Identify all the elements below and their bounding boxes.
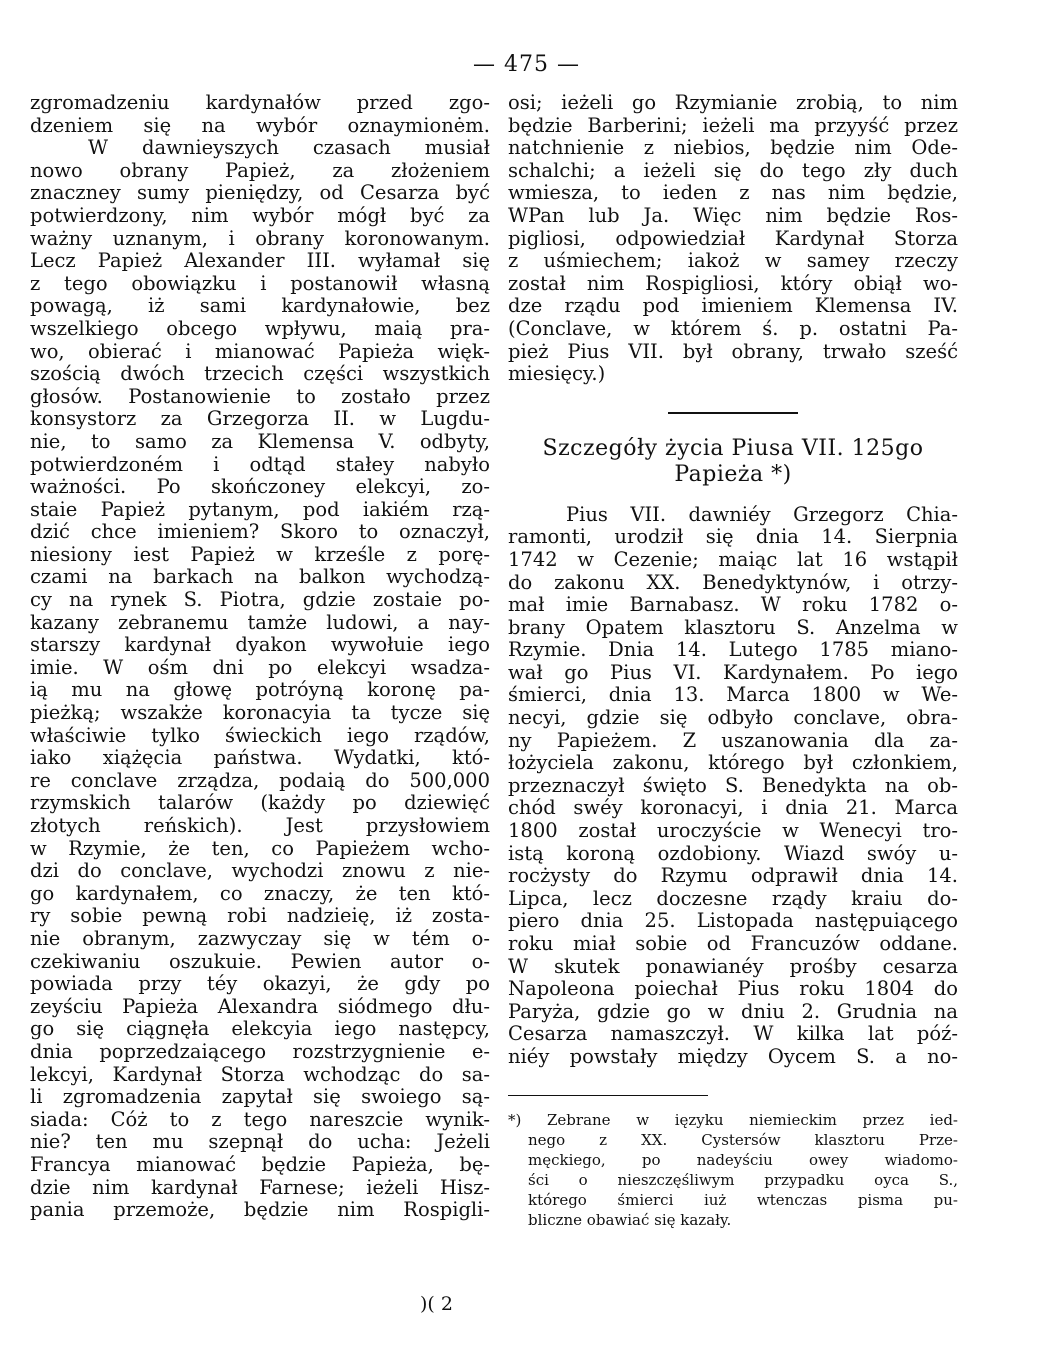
text-line: czekiwaniu oszukuie. Pewien autor o- (30, 950, 490, 973)
text-line: śmierci, dnia 13. Marca 1800 w We- (508, 684, 958, 707)
text-line: został nim Rospigliosi, który obiął wo- (508, 272, 958, 295)
text-line: dze rządu pod imieniem Klemensa IV. (508, 295, 958, 318)
footnote-line: męckiego, po nadeyściu owey wiadomo- (528, 1150, 958, 1169)
right-column-continuation (508, 92, 958, 386)
text-line: mał imie Barnabasz. W roku 1782 o- (508, 594, 958, 617)
text-line: rocżysty do Rzymu odprawił dnia 14. (508, 865, 958, 888)
text-line: wmiesza, to ieden z nas nim będzie, (508, 182, 958, 205)
text-line: Rzymie. Dnia 14. Lutego 1785 miano- (508, 639, 958, 662)
text-line: złotych reńskich). Jest przysłowiem (30, 815, 490, 837)
text-line: chód swéy koronacyi, i dnia 21. Marca (508, 797, 958, 820)
text-line: li zgromadzenia zapytał się swoiego są- (30, 1086, 490, 1109)
text-line: lekcyi, Kardynał Storza wchodząc do sa- (30, 1063, 490, 1086)
text-line: imie. W ośm dni po elekcyi wsadza- (30, 656, 490, 679)
text-line: konsystorz za Grzegorza II. w Lugdu- (30, 408, 490, 431)
text-line: czami na barkach na balkon wychodzą- (30, 566, 490, 589)
text-line: wszelkiego obcego wpływu, maią pra- (30, 317, 490, 340)
right-column (508, 92, 958, 1230)
footnote-divider (508, 1095, 708, 1096)
text-line: niéy powstały między Oycem S. a no- (508, 1045, 958, 1068)
text-line: dzie nim kardynał Farnese; ieżeli Hisz- (30, 1176, 490, 1199)
text-line: siada: Cóż to z tego nareszcie wynik- (30, 1108, 490, 1131)
text-line: ważny uznanym, i obrany koronowanym. (30, 227, 490, 250)
text-line: powiada przy téy okazyi, że gdy po (30, 973, 490, 996)
text-line: nowo obrany Papież, za złożeniem (30, 159, 490, 182)
text-line: miesięcy.) (508, 363, 606, 386)
text-line: roku miał sobie od Francuzów oddane. (508, 933, 958, 955)
text-line: z tego obowiązku i postanowił własną (30, 272, 490, 295)
text-line: brany Opatem klasztoru S. Anzelma w (508, 616, 958, 639)
text-line: potwierdzoném i odtąd stałey nabyło (30, 453, 490, 476)
footnote-line: bliczne obawiać się kazały. (528, 1210, 732, 1229)
text-line: nie, to samo za Klemensa V. odbyty, (30, 430, 490, 453)
text-line: go kardynałem, co znaczy, że ten któ- (30, 882, 490, 905)
text-line: nie? ten mu szepnął do ucha: Jeżeli (30, 1131, 490, 1154)
text-line: Paryża, gdzie go w dniu 2. Grudnia na (508, 1000, 958, 1023)
text-line: wo, obierać i mianować Papieża więk- (30, 340, 490, 363)
text-line: ramonti, urodził się dnia 14. Sierpnia (508, 526, 958, 549)
text-line: dnia poprzedzaiącego rozstrzygnienie e- (30, 1040, 490, 1063)
text-line: szością dwóch trzecich części wszystkich (30, 363, 490, 386)
footnote (508, 1110, 958, 1230)
text-line: wał go Pius VI. Kardynałem. Po iego (508, 661, 958, 684)
text-line: Pius VII. dawniéy Grzegorz Chia- (566, 503, 958, 526)
text-line: głosów. Postanowienie to zostało przez (30, 385, 490, 408)
text-line: nie obranym, zazwyczay się w tém o- (30, 927, 490, 950)
left-column (30, 92, 490, 1222)
page-number: — 475 — (473, 52, 580, 77)
text-line: ważności. Po skończoney elekcyi, zo- (30, 476, 490, 499)
text-line: re conclave zrządza, podaią do 500,000 (30, 769, 490, 792)
text-line: niesiony iest Papież w krześle z porę- (30, 543, 490, 566)
text-line: Francya mianować będzie Papieża, bę- (30, 1153, 490, 1176)
footnote-line: którego śmierci iuż wtenczas pisma pu- (528, 1190, 958, 1209)
text-line: pieżką; wszakże koronacyia ta tycze się (30, 702, 490, 725)
text-line: schalchi; a ieżeli się do tego zły duch (508, 159, 958, 182)
text-line: ią mu na głowę potróyną koronę pa- (30, 679, 490, 702)
text-line: zeyściu Papieża Alexandra siódmego dłu- (30, 995, 490, 1018)
text-line: (Conclave, w którem ś. p. ostatni Pa- (508, 317, 958, 340)
text-line: starszy kardynał dyakon wywołuie iego (30, 634, 490, 657)
heading-line-1: Szczegóły życia Piusa VII. 125go (542, 435, 924, 461)
text-line: potwierdzony, nim wybór mógł być za (30, 204, 490, 227)
text-line: W skutek ponawianéy prośby cesarza (508, 955, 958, 978)
text-line: piero dnia 25. Listopada następuiącego (508, 910, 958, 933)
text-line: W dawnieyszych czasach musiał (88, 137, 490, 160)
text-line: dzi do conclave, wychodzi znowu z nie- (30, 860, 490, 883)
text-line: necyi, gdzie się odbyło conclave, obra- (508, 707, 958, 730)
text-line: do zakonu XX. Benedyktynów, i otrzy- (508, 571, 958, 594)
signature-mark: )( 2 (420, 1293, 453, 1315)
text-line: rzymskich talarów (każdy po dziewięć (30, 792, 490, 815)
text-line: będzie Barberini; ieżeli ma przyyść przez (508, 114, 958, 137)
text-line: pież Pius VII. był obrany, trwało sześć (508, 340, 958, 363)
text-line: zgromadzeniu kardynałów przed zgo- (30, 92, 490, 114)
footnote-line: nego z XX. Cystersów klasztoru Prze- (528, 1130, 958, 1149)
text-line: 1742 w Cezenie; maiąc lat 16 wstąpił (508, 548, 958, 571)
text-line: ny Papieżem. Z uszanowania dla za- (508, 729, 958, 752)
text-line: z uśmiechem; iakoż w samey rzeczy (508, 250, 958, 273)
footnote-line: *) Zebrane w ięzyku niemieckim przez ied- (508, 1110, 958, 1129)
text-line: osi; ieżeli go Rzymianie zrobią, to nim (508, 92, 958, 114)
text-line: właściwie tylko świeckich iego rządów, (30, 724, 490, 747)
text-line: pania przemoże, będzie nim Rospigli- (30, 1199, 490, 1222)
text-line: powagą, iż sami kardynałowie, bez (30, 295, 490, 318)
heading-line-2: Papieża *) (674, 461, 792, 487)
text-line: cy na rynek S. Piotra, gdzie zostaie po- (30, 589, 490, 612)
text-line: natchnienie z niebios, będzie nim Ode- (508, 137, 958, 160)
text-line: dzeniem się na wybór oznaymionėm. (30, 114, 490, 137)
text-line: 1800 został uroczyście w Wenecyi tro- (508, 820, 958, 843)
text-line: istą koroną ozdobiony. Wiazd swóy u- (508, 842, 958, 865)
text-line: iako xiążęcia państwa. Wydatki, któ- (30, 747, 490, 770)
text-line: Lecz Papież Alexander III. wyłamał się (30, 250, 490, 273)
text-line: pigliosi, odpowiedział Kardynał Storza (508, 227, 958, 250)
text-line: dzić chce imieniem? Skoro to oznaczył, (30, 521, 490, 544)
text-line: przeznaczył święto S. Benedykta na ob- (508, 774, 958, 797)
text-line: łożyciela zakonu, którego był członkiem, (508, 752, 958, 775)
footnote-line: ści o nieszczęśliwym przypadku oyca S., (528, 1170, 958, 1189)
section-divider (668, 412, 798, 414)
text-line: staie Papież pytanym, pod iakiém rzą- (30, 498, 490, 521)
text-line: ry sobie pewną robi nadzieię, iż zosta- (30, 905, 490, 928)
text-line: w Rzymie, że ten, co Papieżem wcho- (30, 837, 490, 860)
text-line: znaczney sumy pieniędzy, od Cesarza być (30, 182, 490, 205)
section-heading (508, 436, 958, 488)
text-line: Lipca, lecz doczesne rządy kraiu do- (508, 887, 958, 910)
text-line: Napoleona poiechał Pius roku 1804 do (508, 978, 958, 1001)
text-line: WPan lub Ja. Więc nim będzie Ros- (508, 204, 958, 227)
article-body (508, 504, 958, 1069)
text-line: go się ciągnęła elekcyia iego następcy, (30, 1018, 490, 1041)
text-line: Cesarza namaszczył. W kilka lat póź- (508, 1023, 958, 1046)
text-line: kazany zebranemu tamże ludowi, a nay- (30, 611, 490, 634)
